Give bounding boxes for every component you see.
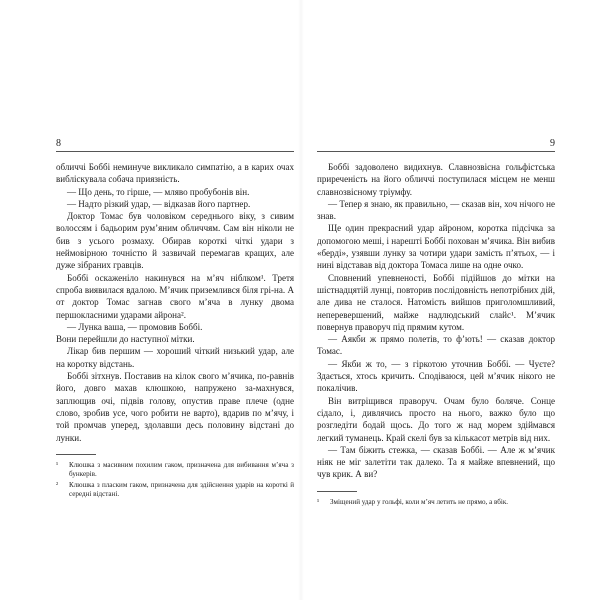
footnote: [56, 461, 294, 480]
left-page: [56, 139, 294, 501]
right-page-number: 9: [550, 138, 555, 149]
paragraph: Він витріщився праворуч. Очам було боляче. Сонце сідало, і, дивлячись просто на нього, важко було що розгледіти бодай щось. До того ж над морем здіймався легкий туманець. Край скелі був за кількасот метрів від них.: [317, 395, 555, 443]
left-footnotes: [56, 461, 294, 500]
left-page-body: [56, 161, 294, 444]
footnote-text: Клюшка з масивним похилим гаком, призначена для вибивання м’яча з бункерів.: [69, 460, 294, 479]
footnote-text: Зміщений удар у гольфі, коли м’яч летить не прямо, а вбік.: [330, 497, 509, 506]
paragraph: обличчі Боббі неминуче викликало симпатію, а в карих очах вибліскувала собача приязність.: [56, 162, 294, 185]
paragraph: — Тепер я знаю, як правильно, — сказав він, хоч нічого не знав.: [317, 198, 555, 222]
paragraph: — Аякби ж прямо полетів, то ф’ють! — сказав доктор Томас.: [317, 334, 555, 357]
book-gutter: [298, 0, 304, 600]
paragraph: Сповнений упевненості, Боббі підійшов до мітки на шістнадцятій лунці, повторив послідовність непотрібних дій, але дива не сталося. Натомість вийшов приголомшливий, неперевершений, майже надлюдський слайс¹. М’ячик повернув праворуч під прямим кутом.: [317, 272, 555, 332]
paragraph: Боббі задоволено видихнув. Славнозвісна гольфістська приреченість на його обличчі поступилася місцем не менш славнозвісному тріумфу.: [317, 162, 555, 197]
right-page: [317, 139, 555, 508]
footnote-mark: ¹: [317, 497, 320, 506]
header-rule: [56, 151, 294, 152]
right-footnotes: [317, 498, 555, 508]
footnote: [317, 498, 555, 508]
footnote: [56, 481, 294, 500]
right-page-header: [317, 139, 555, 151]
paragraph: — Там біжить стежка, — сказав Боббі. — Але ж м’ячик ніяк не міг залетіти так далеко. Та я майже впевнений, що чув крик. А ви?: [317, 444, 555, 480]
paragraph: Доктор Томас був чоловіком середнього віку, з сивим волоссям і бадьорим рум’яним обличчям. Сам він ніколи не бив з усього розмаху. Обирав короткі чіткі удари з неймовірною точністю й зазвичай перемагав кращих, але дуже зібраних гравців.: [56, 211, 294, 271]
footnote-mark: ¹: [56, 460, 59, 469]
paragraph: Вони перейшли до наступної мітки.: [56, 334, 195, 345]
left-page-header: [56, 139, 294, 151]
paragraph: Боббі зітхнув. Поставив на кілок свого м’ячика, по-равнів його, довго махав клюшкою, напружено за-махнувся, заплющив очі, підвів голову, опустив праве плече (одне слово, зробив усе, чого робити не варто), вдарив по м’ячу, і той промчав уперед, здолавши десь половину відстані до лунки.: [56, 371, 294, 443]
paragraph: — Лунка ваша, — промовив Боббі.: [67, 321, 203, 332]
paragraph: Лікар бив першим — хороший чіткий низький удар, але на коротку відстань.: [56, 346, 294, 369]
paragraph: Боббі оскаженіло накинувся на м’яч ніблком¹. Третя спроба виявилася вдалою. М’ячик приземлився біля грі-на. А от доктор Томас загнав свого м’яча в лунку двома першокласними ударами айрона².: [56, 272, 294, 320]
footnote-rule: [56, 454, 96, 455]
right-page-body: [317, 161, 555, 481]
paragraph: — Що день, то гірше, — мляво пробубонів він.: [67, 186, 250, 197]
paragraph: — Якби ж то, — з гіркотою уточнив Боббі. — Чуєте? Здається, хтось кричить. Сподіваюся, цей м’ячик нікого не покалічив.: [317, 358, 555, 394]
left-page-number: 8: [56, 138, 61, 149]
footnote-mark: ²: [56, 480, 59, 489]
paragraph: Ще один прекрасний удар айроном, коротка підсічка за допомогою меші, і нарешті Боббі похован м’ячика. Він вибив «берді», узявши лунку за чотири удари замість п’ятьох, — і нині відставав від доктора Томаса лише на одне очко.: [317, 223, 555, 271]
footnote-text: Клюшка з пласким гаком, призначена для здійснення ударів на короткі й середні відстані.: [69, 480, 294, 499]
paragraph: — Надто різкий удар, — відказав його партнер.: [67, 198, 251, 209]
header-rule: [317, 151, 555, 152]
footnote-rule: [317, 491, 357, 492]
